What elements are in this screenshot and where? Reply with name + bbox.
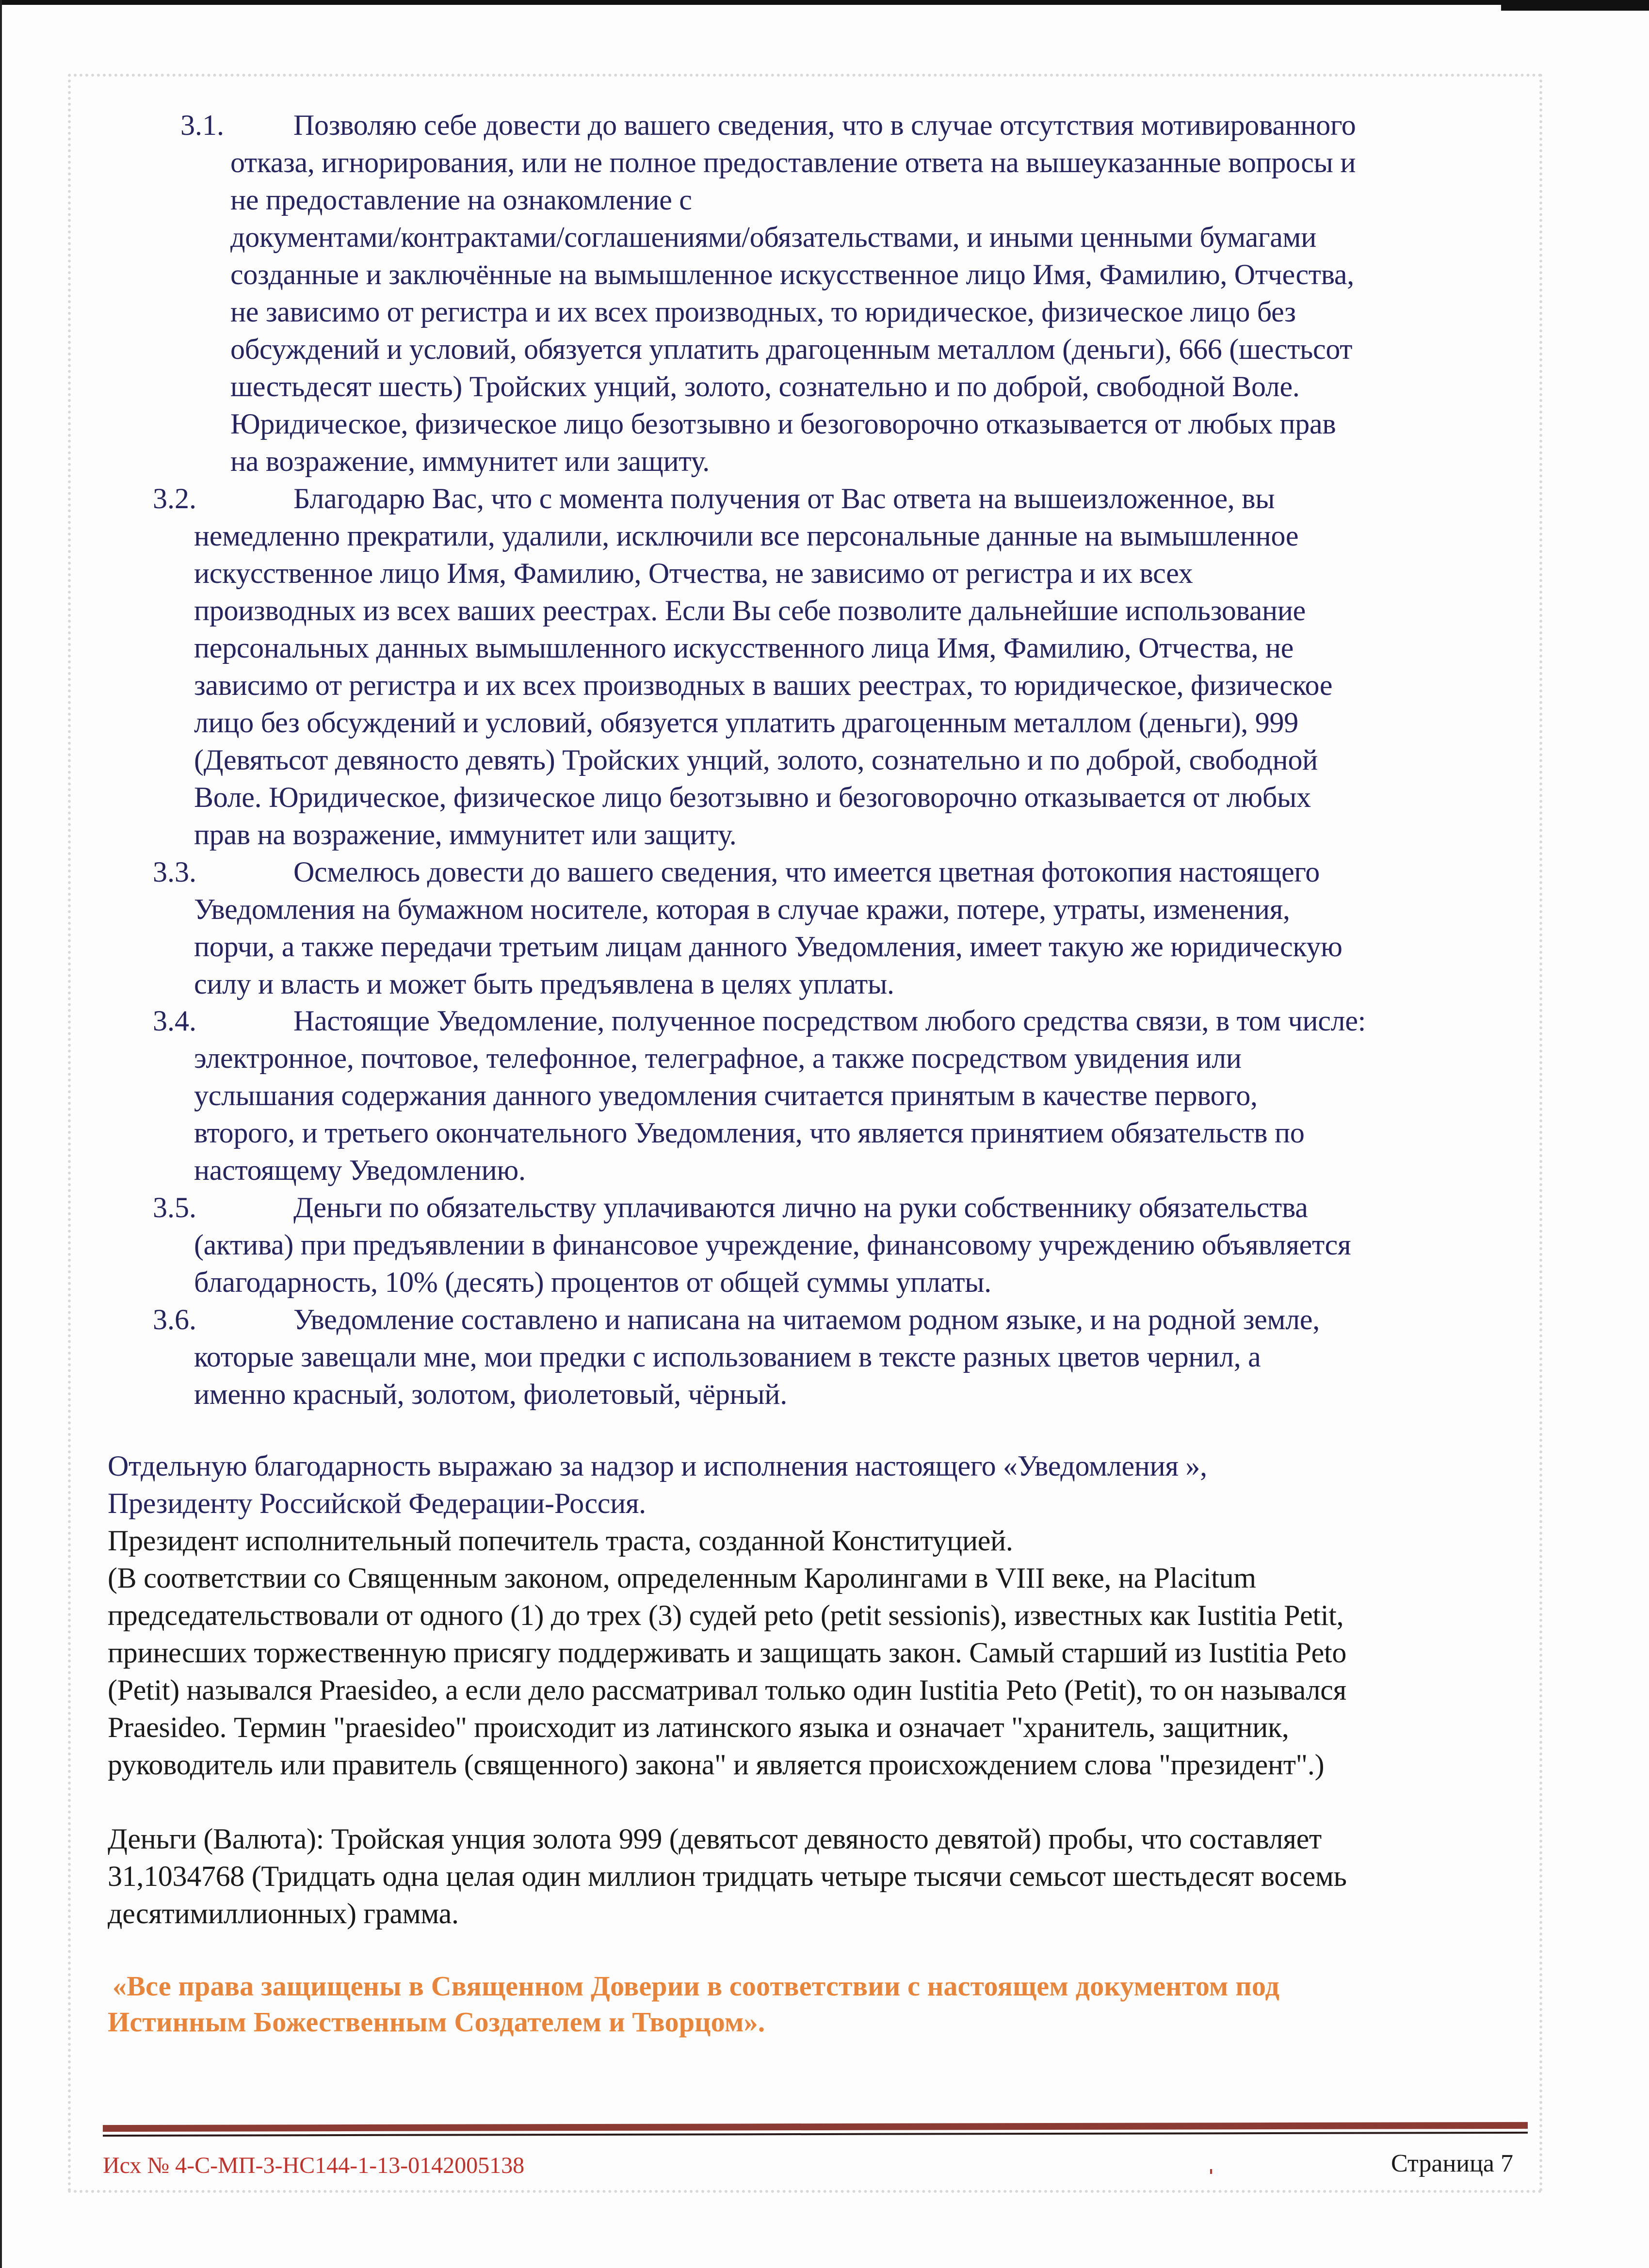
- president-note-line: принесших торжественную присягу поддерживать и защищать закон. Самый старший из Iustitia Peto: [108, 1637, 1347, 1669]
- section-text-line: шестьдесят шесть) Тройских унций, золото, сознательно и по доброй, свободной Воле.: [230, 370, 1300, 402]
- scan-edge-left: [0, 0, 2, 2268]
- outgoing-reference-number: Исх № 4-С-МП-3-НС144-1-13-0142005138: [103, 2153, 525, 2178]
- section-text-line: благодарность, 10% (десять) процентов от общей суммы уплаты.: [194, 1266, 991, 1298]
- gratitude-line: Президенту Российской Федерации-Россия.: [108, 1487, 646, 1519]
- section-text-line: прав на возражение, иммунитет или защиту.: [194, 819, 737, 851]
- section-text-line: электронное, почтовое, телефонное, телеграфное, а также посредством увидения или: [194, 1042, 1242, 1074]
- section-text-line: немедленно прекратили, удалили, исключили все персональные данные на вымышленное: [194, 520, 1299, 552]
- section-text-line: (Девятьсот девяносто девять) Тройских унций, золото, сознательно и по доброй, свободной: [194, 744, 1318, 776]
- currency-definition-line: 31,1034768 (Тридцать одна целая один миллион тридцать четыре тысячи семьсот шестьдесят восемь: [108, 1860, 1347, 1892]
- section-text-line: Уведомление составлено и написана на читаемом родном языке, и на родной земле,: [293, 1303, 1320, 1335]
- section-text-line: Юридическое, физическое лицо безотзывно и безоговорочно отказывается от любых прав: [230, 408, 1336, 440]
- section-text-line: документами/контрактами/соглашениями/обязательствами, и иными ценными бумагами: [230, 221, 1317, 253]
- scan-edge-top-right: [1501, 5, 1649, 11]
- section-text-line: лицо без обсуждений и условий, обязуется уплатить драгоценным металлом (деньги), 999: [194, 707, 1298, 739]
- section-text-line: Деньги по обязательству уплачиваются лично на руки собственнику обязательства: [293, 1191, 1308, 1223]
- section-number: 3.6.: [153, 1303, 196, 1335]
- section-text-line: (актива) при предъявлении в финансовое учреждение, финансовому учреждению объявляется: [194, 1229, 1351, 1261]
- president-note-line: (Petit) назывался Praesideo, а если дело рассматривал только один Iustitia Peto (Petit), то он назывался: [108, 1674, 1346, 1706]
- section-text-line: не предоставление на ознакомление с: [230, 184, 692, 216]
- section-text-line: которые завещали мне, мои предки с использованием в тексте разных цветов чернил, а: [194, 1341, 1261, 1373]
- scan-edge-top: [0, 0, 1649, 5]
- section-text-line: услышания содержания данного уведомления считается принятым в качестве первого,: [194, 1079, 1258, 1111]
- currency-definition-line: десятимиллионных) грамма.: [108, 1898, 459, 1930]
- section-text-line: зависимо от регистра и их всех производных в ваших реестрах, то юридическое, физическое: [194, 669, 1333, 701]
- section-text-line: силу и власть и может быть предъявлена в целях уплаты.: [194, 968, 894, 1000]
- section-text-line: отказа, игнорирования, или не полное предоставление ответа на вышеуказанные вопросы и: [230, 146, 1356, 178]
- president-note-line: Praesideo. Термин "praesideo" происходит из латинского языка и означает "хранитель, защитник,: [108, 1711, 1289, 1743]
- president-note-line: Президент исполнительный попечитель траста, созданной Конституцией.: [108, 1525, 1013, 1557]
- section-text-line: производных из всех ваших реестрах. Если Вы себе позволите дальнейшие использование: [194, 595, 1306, 627]
- section-number: 3.2.: [153, 483, 196, 515]
- section-text-line: не зависимо от регистра и их всех производных, то юридическое, физическое лицо без: [230, 296, 1296, 328]
- section-text-line: настоящему Уведомлению.: [194, 1154, 526, 1186]
- section-text-line: Благодарю Вас, что с момента получения от Вас ответа на вышеизложенное, вы: [293, 483, 1275, 515]
- section-text-line: обсуждений и условий, обязуется уплатить драгоценным металлом (деньги), 666 (шестьсот: [230, 333, 1353, 365]
- president-note-line: (В соответствии со Священным законом, определенным Каролингами в VIII веке, на Placitum: [108, 1562, 1256, 1594]
- section-text-line: Позволяю себе довести до вашего сведения, что в случае отсутствия мотивированного: [293, 109, 1356, 141]
- section-number: 3.3.: [153, 856, 196, 888]
- president-note-line: руководитель или правитель (священного) закона" и является происхождением слова "президент".): [108, 1749, 1325, 1781]
- section-text-line: искусственное лицо Имя, Фамилию, Отчества, не зависимо от регистра и их всех: [194, 557, 1193, 589]
- president-note-line: председательствовали от одного (1) до трех (3) судей peto (petit sessionis), известных как Iustitia Petit,: [108, 1599, 1344, 1631]
- section-text-line: персональных данных вымышленного искусственного лица Имя, Фамилию, Отчества, не: [194, 632, 1294, 664]
- section-text-line: Воле. Юридическое, физическое лицо безотзывно и безоговорочно отказывается от любых: [194, 781, 1311, 813]
- section-number: 3.1.: [180, 109, 224, 141]
- section-text-line: Осмелюсь довести до вашего сведения, что имеется цветная фотокопия настоящего: [293, 856, 1320, 888]
- section-text-line: порчи, а также передачи третьим лицам данного Уведомления, имеет такую же юридическую: [194, 931, 1342, 963]
- section-number: 3.4.: [153, 1005, 196, 1037]
- gratitude-line: Отдельную благодарность выражаю за надзор и исполнения настоящего «Уведомления »,: [108, 1450, 1207, 1482]
- section-text-line: Настоящие Уведомление, полученное посредством любого средства связи, в том числе:: [293, 1005, 1366, 1037]
- section-text-line: созданные и заключённые на вымышленное искусственное лицо Имя, Фамилию, Отчества,: [230, 258, 1354, 290]
- section-number: 3.5.: [153, 1191, 196, 1223]
- section-text-line: на возражение, иммунитет или защиту.: [230, 445, 710, 477]
- page-number: Страница 7: [1391, 2150, 1514, 2177]
- section-text-line: второго, и третьего окончательного Уведомления, что является принятием обязательств по: [194, 1117, 1305, 1149]
- rights-statement-line: Истинным Божественным Создателем и Творцом».: [108, 2006, 765, 2038]
- section-text-line: Уведомления на бумажном носителе, которая в случае кражи, потере, утраты, изменения,: [194, 893, 1290, 925]
- currency-definition-line: Деньги (Валюта): Тройская унция золота 999 (девятьсот девяносто девятой) пробы, что составляет: [108, 1823, 1322, 1855]
- section-text-line: именно красный, золотом, фиолетовый, чёрный.: [194, 1378, 787, 1410]
- ink-speck: [1210, 2169, 1212, 2174]
- rights-statement-line: «Все права защищены в Священном Доверии в соответствии с настоящем документом под: [113, 1970, 1280, 2002]
